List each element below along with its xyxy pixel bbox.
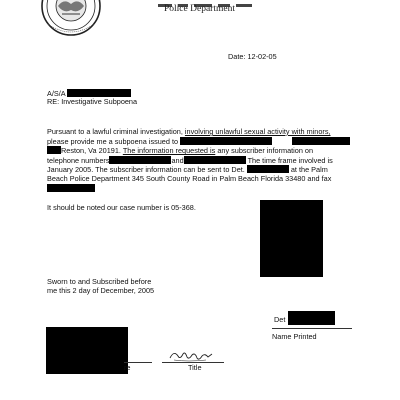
redaction-bar	[292, 137, 350, 145]
body-line-7	[47, 184, 359, 194]
redaction-bar	[67, 89, 131, 97]
body-line-6: Beach Police Department 345 South County Road in Palm Beach Florida 33480 and fax	[47, 173, 332, 183]
date-line: Date: 12-02-05	[228, 52, 277, 61]
title-label: Title	[188, 363, 202, 372]
body-line-5: January 2005. The subscriber information can be sent to Det. at the Palm	[47, 165, 328, 175]
body-line-1: Pursuant to a lawful criminal investigation, involving unlawful sexual activity with minors,	[47, 127, 331, 136]
redaction-bar	[247, 165, 289, 173]
department-heading: Police Department	[164, 4, 235, 14]
name-printed-label: Name Printed	[272, 332, 317, 341]
redaction-bar	[180, 137, 272, 145]
name-printed-rule	[272, 328, 352, 329]
redacted-notary-stamp	[260, 200, 323, 277]
redacted-det-name	[288, 311, 335, 325]
body-paragraph	[47, 128, 359, 193]
sworn-line-1: Sworn to and Subscribed before	[47, 277, 152, 286]
redaction-bar	[47, 146, 61, 154]
city-seal	[40, 0, 102, 38]
signature-label-tail: re	[124, 363, 131, 372]
re-line: RE: Investigative Subpoena	[47, 97, 138, 106]
body-line-3: Reston, Va 20191. The information requested is any subscriber information on	[47, 146, 359, 156]
det-label: Det	[274, 315, 286, 324]
redaction-bar	[109, 156, 171, 164]
redacted-signature	[46, 327, 128, 374]
redaction-bar	[47, 184, 95, 192]
redaction-bar	[184, 156, 246, 164]
letterhead-crop	[148, 0, 268, 1]
sworn-line-2: me this 2 day of December, 2005	[47, 286, 155, 295]
body-line-4: telephone numbers and The time frame involved is	[47, 155, 333, 165]
case-number-note: It should be noted our case number is 05-368.	[47, 203, 196, 212]
body-line-2: please provide me a subpoena issued to	[47, 137, 359, 147]
addressee-prefix: A/S/A	[47, 89, 66, 98]
